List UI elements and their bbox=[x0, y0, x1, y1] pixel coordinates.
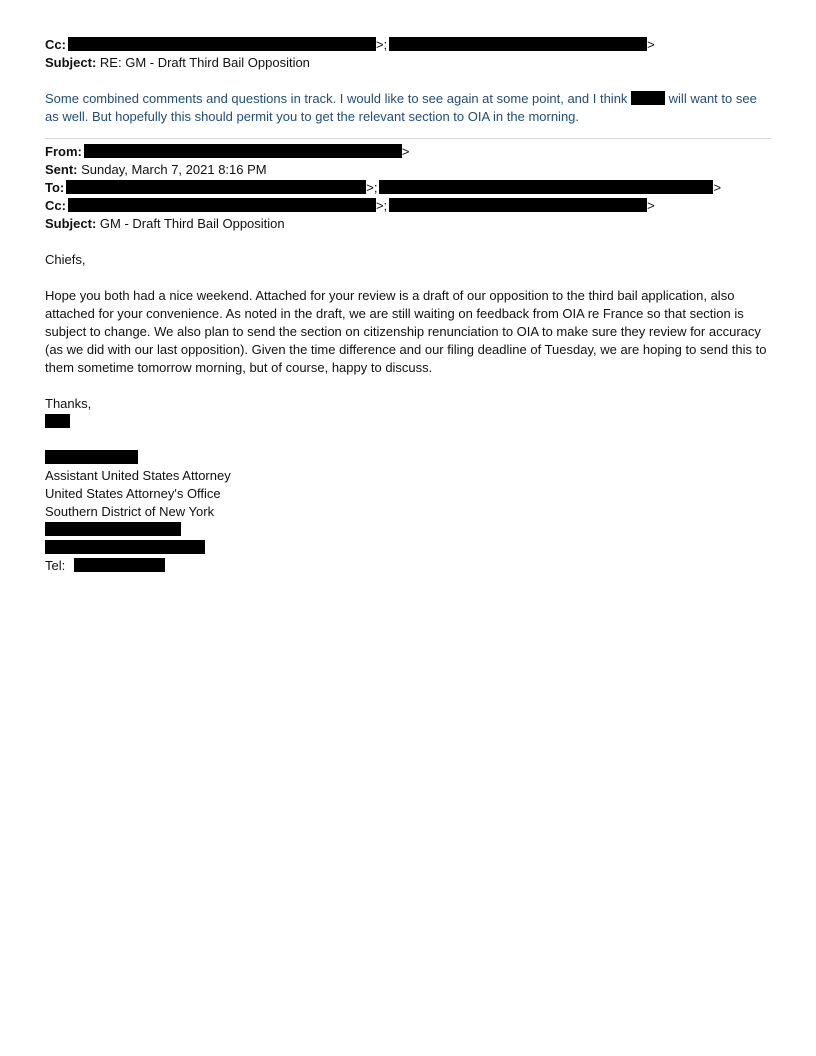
signature-address-1 bbox=[45, 521, 771, 539]
to-label: To: bbox=[45, 180, 65, 195]
redaction-block bbox=[45, 522, 181, 536]
closing: Thanks, bbox=[45, 396, 92, 411]
signature-district: Southern District of New York bbox=[45, 504, 215, 519]
original-subject: GM - Draft Third Bail Opposition bbox=[99, 216, 285, 231]
redaction-block bbox=[45, 450, 138, 464]
to-separator: >; bbox=[366, 180, 378, 195]
from-line bbox=[45, 143, 771, 161]
redaction-block bbox=[74, 558, 165, 572]
signature-tel bbox=[45, 557, 771, 575]
email-document bbox=[45, 36, 771, 575]
redaction-block bbox=[68, 37, 376, 51]
body-paragraph: Hope you both had a nice weekend. Attached for your review is a draft of our opposition to the third bail application, also attached for your convenience. As noted in the draft, we are still waiting on feedback from OIA re France so that section is subject to change. We also plan to send the section on citizenship renunciation to OIA to make sure they review for accuracy (as we did with our last opposition). Given the time difference and our filing deadline of Tuesday, we are hoping to send this to them sometime tomorrow morning, but of course, happy to discuss. bbox=[45, 288, 767, 375]
sent-date: Sunday, March 7, 2021 8:16 PM bbox=[81, 162, 267, 177]
subject-label: Subject: bbox=[45, 216, 97, 231]
sender-initials bbox=[45, 413, 771, 431]
to-end: > bbox=[713, 180, 722, 195]
cc-label: Cc: bbox=[45, 37, 66, 52]
reply-subject: RE: GM - Draft Third Bail Opposition bbox=[99, 55, 310, 70]
sender-name bbox=[45, 449, 771, 467]
redaction-block bbox=[389, 37, 647, 51]
redaction-block bbox=[45, 540, 205, 554]
message-divider bbox=[45, 138, 771, 139]
from-end: > bbox=[401, 144, 410, 159]
signature-office: United States Attorney's Office bbox=[45, 486, 221, 501]
reply-body-text: Some combined comments and questions in track. I would like to see again at some point, and I think bbox=[45, 91, 632, 106]
redaction-block bbox=[66, 180, 366, 194]
subject-label: Subject: bbox=[45, 55, 97, 70]
reply-cc-line bbox=[45, 36, 771, 54]
to-line bbox=[45, 179, 771, 197]
redaction-block bbox=[379, 180, 713, 194]
reply-body bbox=[45, 90, 771, 126]
sent-label: Sent: bbox=[45, 162, 78, 177]
cc-label: Cc: bbox=[45, 198, 66, 213]
tel-label: Tel: bbox=[45, 558, 66, 573]
redaction-block bbox=[631, 91, 665, 105]
from-label: From: bbox=[45, 144, 82, 159]
subject-line bbox=[45, 215, 771, 233]
greeting: Chiefs, bbox=[45, 252, 86, 267]
redaction-block bbox=[84, 144, 402, 158]
cc-separator: >; bbox=[375, 198, 388, 213]
signature-title: Assistant United States Attorney bbox=[45, 468, 231, 483]
cc-end: > bbox=[647, 37, 655, 52]
redaction-block bbox=[389, 198, 647, 212]
cc-line bbox=[45, 197, 771, 215]
signature-address-2 bbox=[45, 539, 771, 557]
cc-end: > bbox=[647, 198, 655, 213]
cc-separator: >; bbox=[375, 37, 388, 52]
sent-line bbox=[45, 161, 771, 179]
redaction-block bbox=[45, 414, 70, 428]
reply-body-text-2: will want to see as well. But hopefully this should permit you to get the relevant section to OIA in the morning. bbox=[45, 91, 757, 124]
redaction-block bbox=[68, 198, 376, 212]
reply-subject-line bbox=[45, 54, 771, 72]
